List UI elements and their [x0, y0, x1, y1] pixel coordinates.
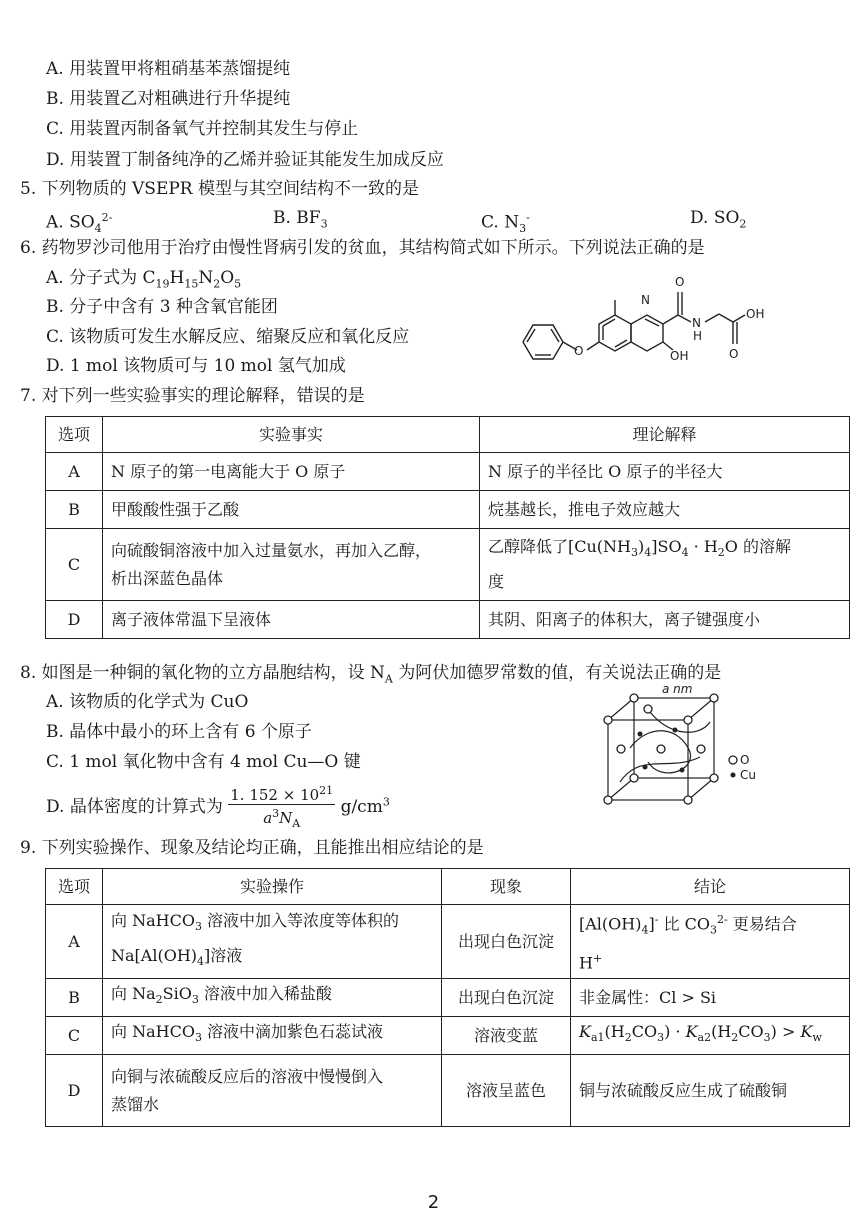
q6-option-a: A. 分子式为 $C_{19}H_{15}N_2O_5$ — [46, 268, 242, 291]
q7-table — [45, 416, 850, 639]
q7-row-a-option: A — [46, 453, 103, 491]
q5-option-c: C. $N_3^-$ — [481, 211, 530, 236]
q7-row-c-explanation: 乙醇降低了$[Cu(NH_3)_4]SO_4 \cdot H_2O$ 的溶解 度 — [480, 529, 850, 601]
q9-row-d-conclusion: 铜与浓硫酸反应生成了硫酸铜 — [571, 1055, 850, 1127]
q7-row-a-explanation: N 原子的半径比 O 原子的半径大 — [480, 453, 850, 491]
q9-row-a-conclusion: $[Al(OH)_4]^-$ 比 $CO_3^{2-}$ 更易结合 H+ — [571, 905, 850, 979]
mol-nh-h-label: H — [693, 329, 703, 343]
q9-row-b-option: B — [46, 979, 103, 1017]
q9-row-c-option: C — [46, 1017, 103, 1055]
q9-row-a-operation: 向 NaHCO$_3$ 溶液中加入等浓度等体积的 $Na[Al(OH)_4]$溶液 — [103, 905, 442, 979]
q4-option-a: A. 用装置甲将粗硝基苯蒸馏提纯 — [46, 59, 291, 79]
q9-row-c-operation: 向 NaHCO$_3$ 溶液中滴加紫色石蕊试液 — [103, 1017, 442, 1055]
q9-row-c-conclusion: $K_{a1}(H_2CO_3) \cdot K_{a2}(H_2CO_3) > K_w$ — [571, 1017, 850, 1055]
q7-header-explanation: 理论解释 — [480, 417, 850, 453]
q7-row-b-option: B — [46, 491, 103, 529]
q7-row-d-option: D — [46, 601, 103, 639]
q7-row-a-fact: N 原子的第一电离能大于 O 原子 — [103, 453, 480, 491]
crystal-cell-diagram — [600, 682, 770, 807]
density-fraction: $\frac{1. 152 \times 10^{21}}{a^3N_A}$ — [230, 784, 334, 830]
q5-option-d: D. $SO_2$ — [690, 208, 747, 231]
q8-option-c: C. 1 mol 氧化物中含有 4 mol Cu—O 键 — [46, 752, 361, 772]
q7-header-option: 选项 — [46, 417, 103, 453]
q7-row-d-fact: 离子液体常温下呈液体 — [103, 601, 480, 639]
mol-oh-label: OH — [670, 349, 689, 363]
q9-row-d-operation: 向铜与浓硫酸反应后的溶液中慢慢倒入 蒸馏水 — [103, 1055, 442, 1127]
q9-row-a-phenomenon: 出现白色沉淀 — [442, 905, 571, 979]
q7-row-b-explanation: 烷基越长，推电子效应越大 — [480, 491, 850, 529]
q9-table — [45, 868, 850, 1127]
page-number: 2 — [427, 1192, 440, 1213]
table-row — [46, 491, 850, 529]
legend-o-label: O — [740, 753, 750, 767]
table-row — [46, 1055, 850, 1127]
q5-option-a: A. $SO_4^{2-}$ — [46, 211, 113, 236]
q9-row-b-conclusion: 非金属性：Cl > Si — [571, 979, 850, 1017]
q9-row-b-phenomenon: 出现白色沉淀 — [442, 979, 571, 1017]
q8-stem: 8. 如图是一种铜的氧化物的立方晶胞结构，设 $N_A$ 为阿伏加德罗常数的值，有关说法正确的是 — [20, 663, 722, 686]
mol-cooh-label: OH — [746, 307, 765, 321]
q6-option-c: C. 该物质可发生水解反应、缩聚反应和氧化反应 — [46, 327, 410, 347]
table-row — [46, 601, 850, 639]
q9-row-b-operation: 向 $Na_2SiO_3$ 溶液中加入稀盐酸 — [103, 979, 442, 1017]
q9-header-option: 选项 — [46, 869, 103, 905]
mol-acid-o-label: O — [729, 347, 739, 361]
q9-row-d-option: D — [46, 1055, 103, 1127]
q4-option-d: D. 用装置丁制备纯净的乙烯并验证其能发生加成反应 — [46, 150, 444, 170]
q4-option-c: C. 用装置丙制备氧气并控制其发生与停止 — [46, 119, 359, 139]
table-row — [46, 453, 850, 491]
mol-carbonyl-o-label: O — [675, 275, 685, 289]
q6-option-b: B. 分子中含有 3 种含氧官能团 — [46, 297, 278, 317]
q6-option-d: D. 1 mol 该物质可与 10 mol 氢气加成 — [46, 356, 346, 376]
q5-option-b: B. $BF_3$ — [273, 208, 328, 231]
q9-row-c-phenomenon: 溶液变蓝 — [442, 1017, 571, 1055]
q7-stem: 7. 对下列一些实验事实的理论解释，错误的是 — [20, 386, 365, 406]
q7-row-d-explanation: 其阴、阳离子的体积大，离子键强度小 — [480, 601, 850, 639]
table-row — [46, 979, 850, 1017]
q7-row-b-fact: 甲酸酸性强于乙酸 — [103, 491, 480, 529]
q9-header-phenomenon: 现象 — [442, 869, 571, 905]
table-row — [46, 905, 850, 979]
q6-stem: 6. 药物罗沙司他用于治疗由慢性肾病引发的贫血，其结构简式如下所示。下列说法正确的是 — [20, 238, 705, 258]
table-row — [46, 529, 850, 601]
q4-option-b: B. 用装置乙对粗碘进行升华提纯 — [46, 89, 291, 109]
q8-option-a: A. 该物质的化学式为 CuO — [46, 692, 249, 712]
q5-stem: 5. 下列物质的 VSEPR 模型与其空间结构不一致的是 — [20, 179, 420, 199]
mol-nh-label: N — [692, 316, 701, 330]
q7-row-c-fact: 向硫酸铜溶液中加入过量氨水，再加入乙醇， 析出深蓝色晶体 — [103, 529, 480, 601]
q8-option-d: D. 晶体密度的计算式为 $\frac{1. 152 \times 10^{21}}{a^3N_A}$ $g/cm^3$ — [46, 782, 390, 833]
q9-row-a-option: A — [46, 905, 103, 979]
q9-stem: 9. 下列实验操作、现象及结论均正确，且能推出相应结论的是 — [20, 838, 484, 858]
q7-header-fact: 实验事实 — [103, 417, 480, 453]
cell-edge-label: a nm — [662, 682, 693, 696]
legend-cu-label: Cu — [740, 768, 756, 782]
q9-header-conclusion: 结论 — [571, 869, 850, 905]
mol-n-label: N — [641, 293, 650, 307]
mol-o-label: O — [574, 344, 584, 358]
table-row — [46, 1017, 850, 1055]
q7-row-c-option: C — [46, 529, 103, 601]
q9-header-operation: 实验操作 — [103, 869, 442, 905]
q9-row-d-phenomenon: 溶液呈蓝色 — [442, 1055, 571, 1127]
q8-option-b: B. 晶体中最小的环上含有 6 个原子 — [46, 722, 312, 742]
roxadustat-structure — [515, 262, 775, 372]
